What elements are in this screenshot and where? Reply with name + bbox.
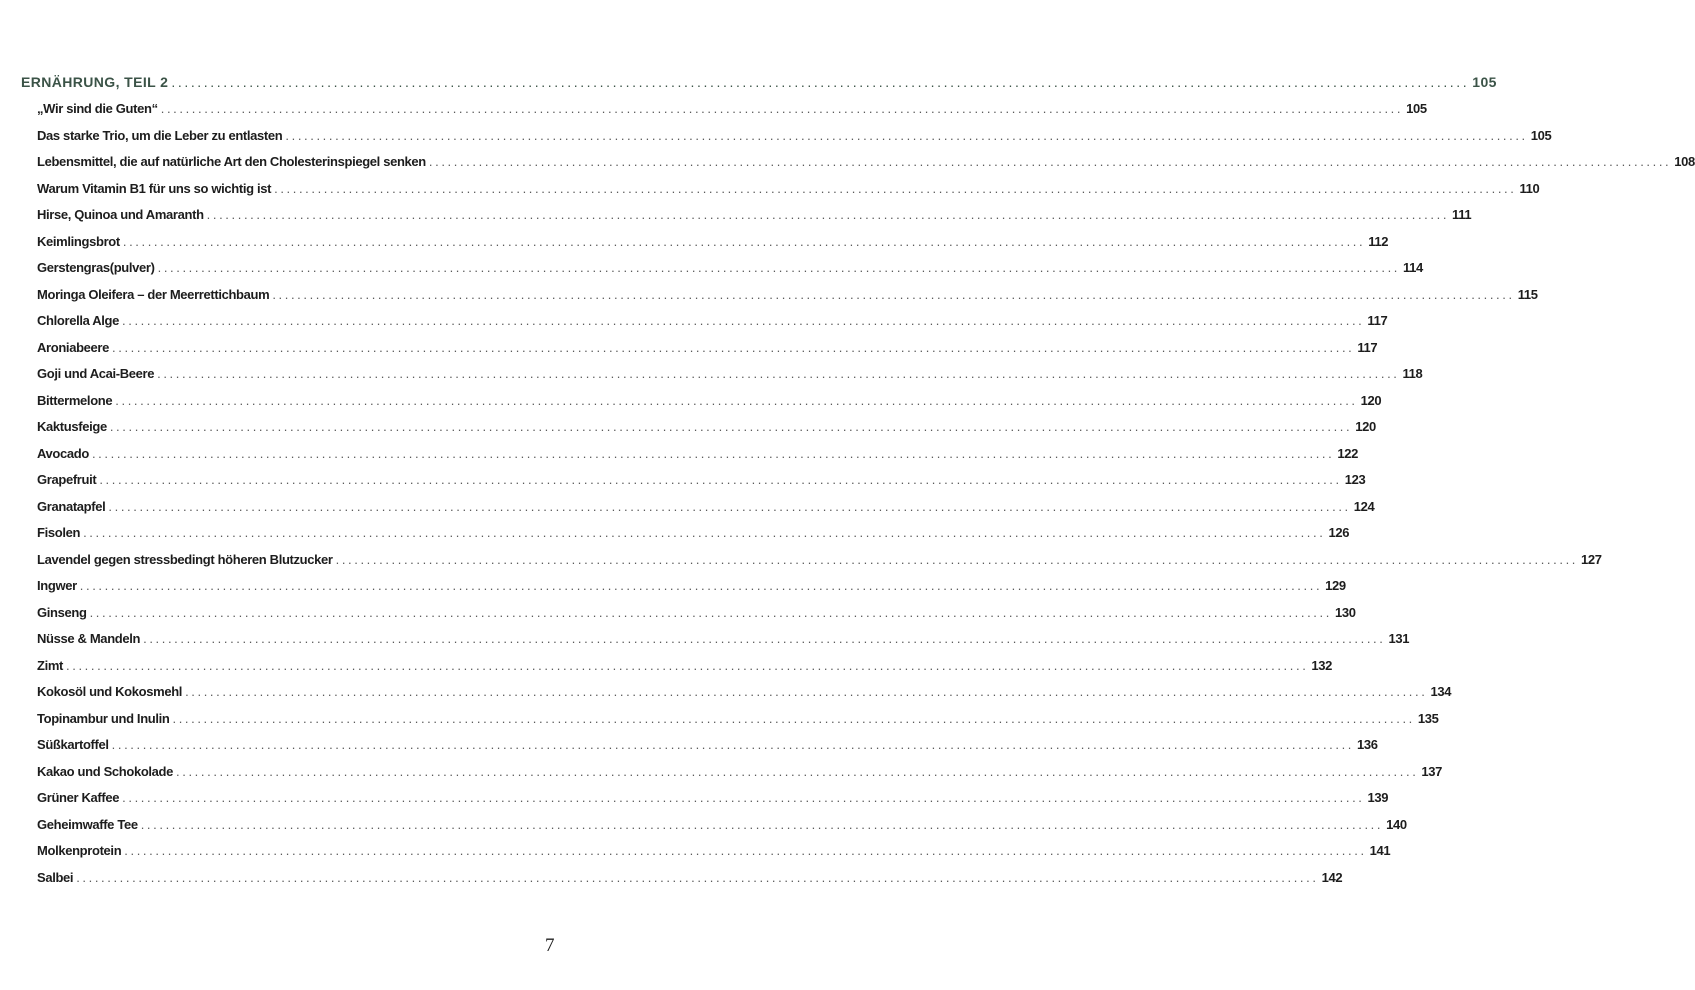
dot-leader: ........................................................................................................................................................................................................ (108, 498, 1351, 514)
toc-entry-title: Lavendel gegen stressbedingt höheren Blutzucker (37, 551, 333, 567)
toc-entry (37, 843, 1391, 858)
toc-entry-page-number: 115 (1517, 286, 1538, 302)
dot-leader: ........................................................................................................................................................................................................ (285, 127, 1528, 143)
toc-entry-page-number: 129 (1325, 578, 1346, 593)
dot-leader: ........................................................................................................................................................................................................ (185, 684, 1428, 699)
toc-entry-page-number: 122 (1337, 445, 1358, 461)
toc-entry (37, 180, 1540, 196)
toc-entry-page-number: 134 (1430, 684, 1452, 699)
toc-entry (37, 604, 1356, 620)
toc-entry-title: Kokosöl und Kokosmehl (37, 684, 183, 699)
toc-entry (37, 445, 1358, 461)
toc-entry-title: „Wir sind die Guten“ (37, 101, 158, 116)
toc-entry (37, 472, 1366, 487)
toc-entry (37, 869, 1343, 885)
dot-leader: ........................................................................................................................................................................................................ (272, 286, 1515, 302)
toc-entry (37, 154, 1695, 169)
toc-entry-title: Molkenprotein (37, 843, 122, 858)
toc-entry-title: Goji und Acai-Beere (37, 366, 155, 381)
toc-entry-title: Hirse, Quinoa und Amaranth (37, 207, 204, 222)
dot-leader: ........................................................................................................................................................................................................ (140, 816, 1384, 832)
dot-leader: ........................................................................................................................................................................................................ (428, 154, 1672, 169)
toc-entry-page-number: 127 (1581, 551, 1602, 567)
toc-entry-page-number: 105 (1406, 101, 1427, 116)
dot-leader: ........................................................................................................................................................................................................ (171, 74, 1470, 90)
toc-entry-title: Geheimwaffe Tee (37, 816, 138, 832)
dot-leader: ........................................................................................................................................................................................................ (157, 366, 1400, 381)
toc-entry-page-number: 105 (1530, 127, 1552, 143)
toc-entry-page-number: 135 (1417, 710, 1439, 726)
toc-entry (37, 419, 1376, 434)
toc-entry (37, 313, 1388, 328)
toc-entry (37, 207, 1472, 222)
toc-entry (37, 737, 1378, 752)
toc-entry-page-number: 136 (1357, 737, 1378, 752)
dot-leader: ........................................................................................................................................................................................................ (89, 604, 1332, 620)
toc-entry-title: Warum Vitamin B1 für uns so wichtig ist (37, 180, 272, 196)
toc-entry-page-number: 124 (1353, 498, 1375, 514)
dot-leader: ........................................................................................................................................................................................................ (157, 260, 1400, 275)
toc-entry (37, 790, 1389, 805)
toc-entry-title: Salbei (37, 869, 74, 885)
toc-entry (37, 816, 1407, 832)
page-number: 7 (545, 935, 555, 956)
toc-entry (37, 631, 1410, 646)
toc-entry-page-number: 141 (1369, 843, 1391, 858)
dot-leader: ........................................................................................................................................................................................................ (143, 631, 1386, 646)
toc-entry (37, 657, 1333, 673)
toc-entry-title: Nüsse & Mandeln (37, 631, 141, 646)
toc-entry-page-number: 108 (1674, 154, 1695, 169)
toc-entry-page-number: 120 (1355, 419, 1376, 434)
dot-leader: ........................................................................................................................................................................................................ (122, 233, 1366, 249)
dot-leader: ........................................................................................................................................................................................................ (172, 710, 1415, 726)
toc-entry-page-number: 131 (1388, 631, 1410, 646)
toc-entry-page-number: 114 (1403, 260, 1423, 275)
toc-entry-page-number: 111 (1452, 207, 1472, 222)
toc-entry-page-number: 120 (1360, 392, 1382, 408)
toc-entry-page-number: 140 (1386, 816, 1407, 832)
toc-entry-title: Lebensmittel, die auf natürliche Art den Cholesterinspiegel senken (37, 154, 426, 169)
dot-leader: ........................................................................................................................................................................................................ (124, 843, 1367, 858)
toc-entry (37, 498, 1375, 514)
toc-entry-page-number: 117 (1367, 313, 1388, 328)
toc-entry-page-number: 139 (1367, 790, 1389, 805)
dot-leader: ........................................................................................................................................................................................................ (176, 763, 1419, 779)
toc-entry (37, 366, 1423, 381)
toc-entry-title: Ingwer (37, 578, 77, 593)
dot-leader: ........................................................................................................................................................................................................ (91, 445, 1335, 461)
dot-leader: ........................................................................................................................................................................................................ (66, 657, 1309, 673)
dot-leader: ........................................................................................................................................................................................................ (83, 525, 1326, 540)
toc-entry-title: Zimt (37, 657, 64, 673)
toc-entry (37, 684, 1452, 699)
toc-entry (37, 339, 1378, 355)
toc-entry-title: Ginseng (37, 604, 87, 620)
dot-leader: ........................................................................................................................................................................................................ (99, 472, 1342, 487)
toc-entry (37, 260, 1423, 275)
toc-entry-title: Bittermelone (37, 392, 113, 408)
toc-entry-page-number: 142 (1321, 869, 1343, 885)
toc-entry-title: Aroniabeere (37, 339, 110, 355)
toc-entry-title: Süßkartoffel (37, 737, 109, 752)
toc-entry-title: Fisolen (37, 525, 81, 540)
toc-entry-title: Grapefruit (37, 472, 97, 487)
chapter-heading (21, 74, 1497, 90)
toc-entry-page-number: 112 (1368, 233, 1389, 249)
toc-entry (37, 127, 1552, 143)
chapter-page-number: 105 (1472, 74, 1497, 90)
toc-entry (37, 578, 1346, 593)
dot-leader: ........................................................................................................................................................................................................ (160, 101, 1404, 116)
dot-leader: ........................................................................................................................................................................................................ (122, 313, 1365, 328)
dot-leader: ........................................................................................................................................................................................................ (111, 737, 1355, 752)
toc-entry (37, 525, 1350, 540)
dot-leader: ........................................................................................................................................................................................................ (79, 578, 1323, 593)
toc-entry-page-number: 110 (1519, 180, 1540, 196)
dot-leader: ........................................................................................................................................................................................................ (206, 207, 1450, 222)
toc-entry (37, 551, 1602, 567)
toc-entry (37, 763, 1443, 779)
toc-entry-title: Gerstengras(pulver) (37, 260, 155, 275)
dot-leader: ........................................................................................................................................................................................................ (274, 180, 1517, 196)
toc-entry-title: Topinambur und Inulin (37, 710, 170, 726)
dot-leader: ........................................................................................................................................................................................................ (109, 419, 1353, 434)
toc-entry-title: Chlorella Alge (37, 313, 120, 328)
toc-entry-title: Keimlingsbrot (37, 233, 120, 249)
toc-entry-title: Moringa Oleifera – der Meerrettichbaum (37, 286, 270, 302)
toc-entry-page-number: 130 (1334, 604, 1356, 620)
dot-leader: ........................................................................................................................................................................................................ (335, 551, 1578, 567)
toc-entry-title: Das starke Trio, um die Leber zu entlasten (37, 127, 283, 143)
dot-leader: ........................................................................................................................................................................................................ (122, 790, 1365, 805)
toc-entry (37, 286, 1538, 302)
toc-entry-title: Granatapfel (37, 498, 106, 514)
dot-leader: ........................................................................................................................................................................................................ (112, 339, 1355, 355)
toc-entry-title: Kakao und Schokolade (37, 763, 174, 779)
toc-entry-page-number: 132 (1311, 657, 1333, 673)
toc-entry-title: Kaktusfeige (37, 419, 107, 434)
toc-entry-title: Grüner Kaffee (37, 790, 120, 805)
toc-entry-page-number: 137 (1421, 763, 1443, 779)
toc-entry-title: Avocado (37, 445, 89, 461)
dot-leader: ........................................................................................................................................................................................................ (115, 392, 1358, 408)
chapter-title: ERNÄHRUNG, TEIL 2 (21, 74, 169, 90)
toc-entry (37, 233, 1389, 249)
toc-entry-page-number: 126 (1328, 525, 1350, 540)
toc-entry-page-number: 118 (1402, 366, 1423, 381)
toc-entry-page-number: 117 (1357, 339, 1378, 355)
toc-entry-page-number: 123 (1344, 472, 1366, 487)
toc-entry (37, 392, 1382, 408)
toc-entry (37, 101, 1427, 116)
toc-entry (37, 710, 1439, 726)
dot-leader: ........................................................................................................................................................................................................ (76, 869, 1319, 885)
